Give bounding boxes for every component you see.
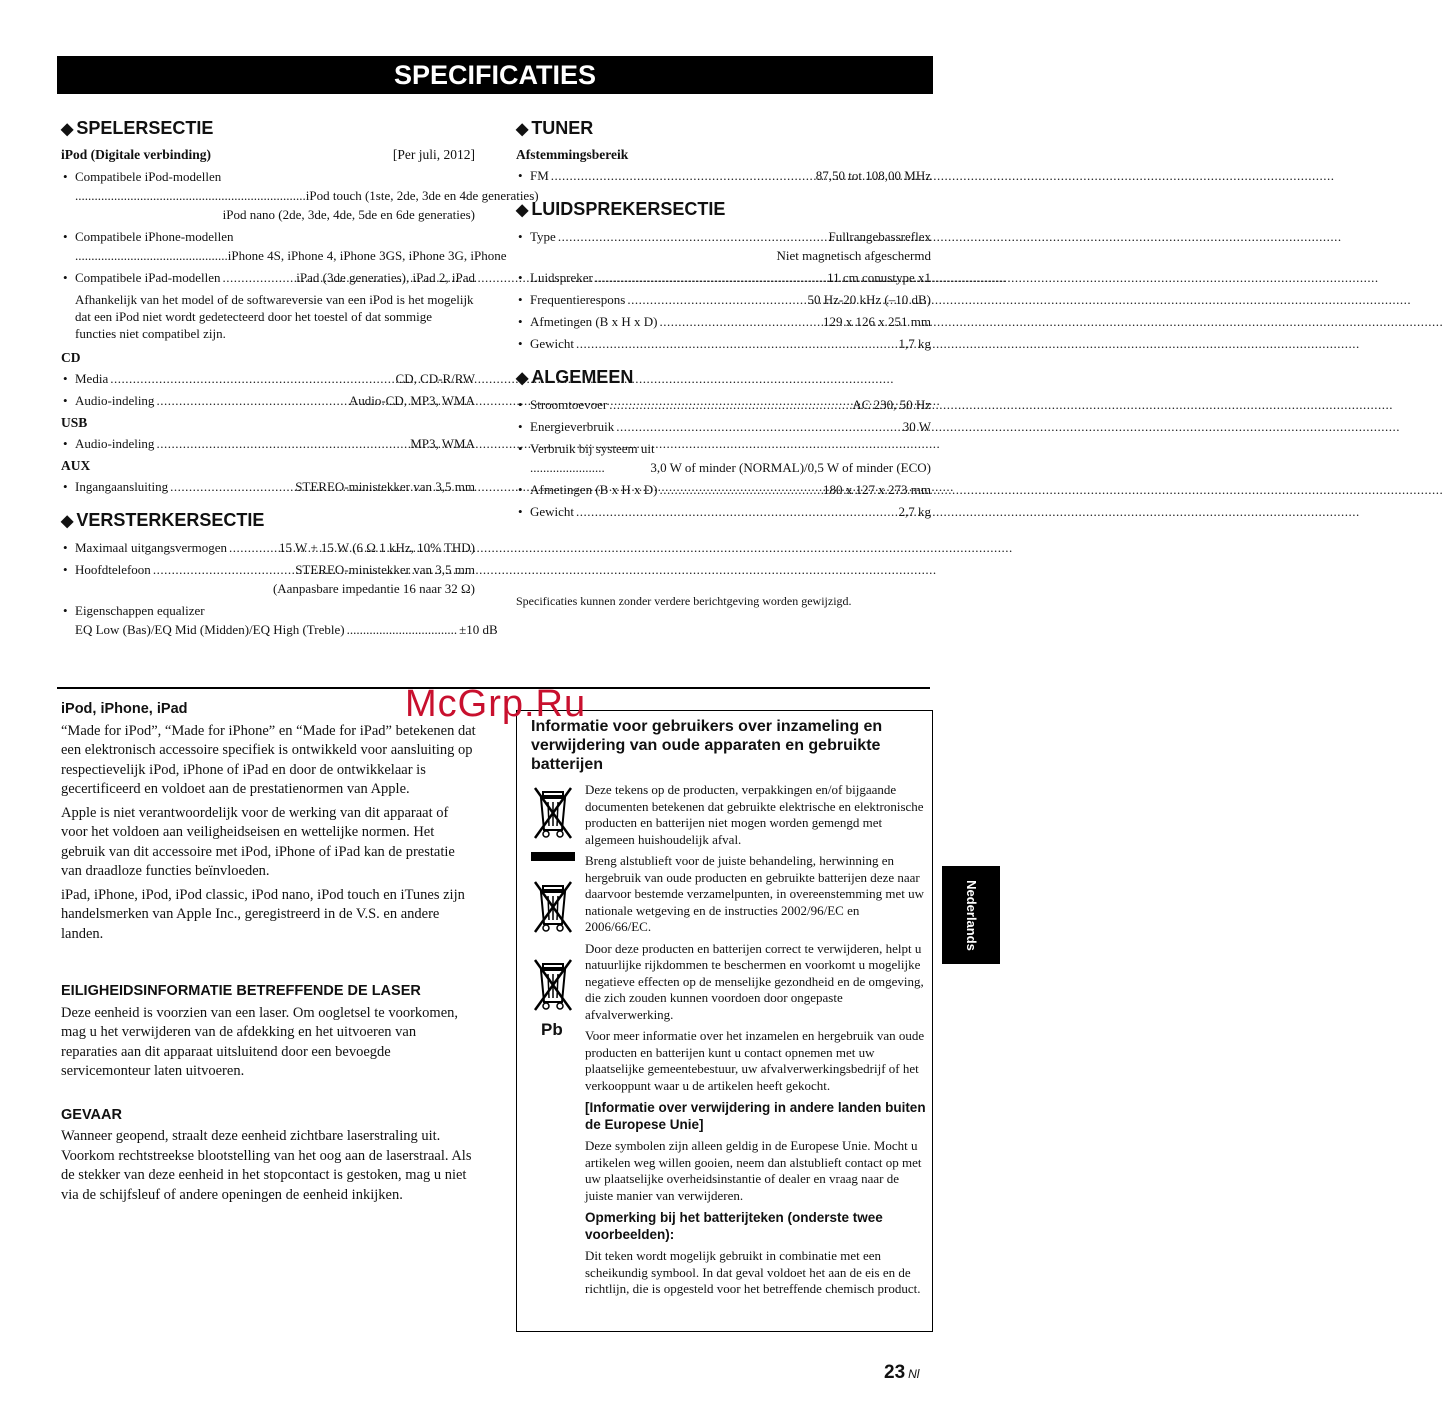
language-side-tab: Nederlands xyxy=(942,866,1000,964)
apple-paragraph: Apple is niet verantwoordelijk voor de werking van dit apparaat of voor het voldoen aan veiligheidseisen en wettelijke normen. Het gebruik van dit accessoire met iPod, iPhone of iPad kan de prestatie van draadloze functies beïnvloeden. xyxy=(61,804,455,879)
diamond-icon: ◆ xyxy=(516,369,529,387)
right-column: ◆ TUNER Afstemmingsbereik • FM ..... 87,50 tot 108,00 MHz ◆ LUIDSPREKERSECTIE • Type ..... Fullrangebassreflex Niet magnetisch afgeschermd • Luidspreker ..... 11 cm conustype x1 • Frequentierespons ..... 50 Hz-20 kHz (–10 dB) • Afmetingen (B x H x D) ..... 129 x 126 x 251 mm • Gewicht ..... 1,7 kg ◆ ALGEMEEN • Stroomtoevoer ..... AC 230, 50 Hz • Energieverbruik ..... 30 W • Verbruik bij systeem uit ....................... 3,0 W of minder (NORMAL)/0,5 W of minder (ECO) • Afmetingen (B x H x D) ..... 180 x 127 x 273 mm • Gewicht ..... 2,7 kg xyxy=(516,118,931,525)
spec-ipad-models: • Compatibele iPad-modellen ..... iPad (3de generaties), iPad 2, iPad xyxy=(61,269,475,286)
spec-headphones: • Hoofdtelefoon ..... STEREO-ministekker van 3,5 mm xyxy=(61,561,475,578)
laser-paragraph: Deze eenheid is voorzien van een laser. Om oogletsel te voorkomen, mag u het verwijderen van de afdekking en het uitvoeren van reparaties aan dit apparaat uitsluitend door een bevoegde servicemonteur laten uitvoeren. xyxy=(61,1004,459,1079)
diamond-icon: ◆ xyxy=(516,201,529,219)
spec-cd-audio: • Audio-indeling ..... Audio-CD, MP3, WMA xyxy=(61,392,475,409)
spec-driver: • Luidspreker ..... 11 cm conustype x1 xyxy=(516,269,931,286)
diamond-icon: ◆ xyxy=(61,120,74,138)
page-number: 23 Nl xyxy=(884,1362,920,1383)
spec-consumption: • Energieverbruik ..... 30 W xyxy=(516,418,931,435)
disposal-paragraph: Door deze producten en batterijen correct te verwijderen, helpt u natuurlijke rijkdommen te beschermen en voorkomt u mogelijke negatieve effecten op de menselijke gezondheid en de omgeving, die zich zouden kunnen voordoen door ongepaste afvalverwerking. xyxy=(585,940,924,1022)
disposal-paragraph: Deze symbolen zijn alleen geldig in de Europese Unie. Mocht u artikelen weg willen gooien, neem dan alstublieft contact op met uw plaatselijke overheidsinstantie of dealer en vraag naar de juiste manier van verwijderen. xyxy=(585,1138,922,1203)
spec-speaker-weight: • Gewicht ..... 1,7 kg xyxy=(516,335,931,352)
bar-icon xyxy=(531,850,575,862)
disposal-subheading: [Informatie over verwijdering in andere landen buiten de Europese Unie] xyxy=(585,1100,926,1132)
spec-unit-weight: • Gewicht ..... 2,7 kg xyxy=(516,503,931,520)
apple-paragraph: iPad, iPhone, iPod, iPod classic, iPod nano, iPod touch en iTunes zijn handelsmerken van Apple Inc., geregistreerd in de V.S. en andere landen. xyxy=(61,886,465,942)
spec-speaker-dims: • Afmetingen (B x H x D) ..... 129 x 126 x 251 mm xyxy=(516,313,931,330)
laser-heading: EILIGHEIDSINFORMATIE BETREFFENDE DE LASER xyxy=(61,983,421,999)
apple-paragraph: “Made for iPod”, “Made for iPhone” en “Made for iPad” betekenen dat een elektronisch accessoire specifiek is ontwikkeld voor aansluiting op respectievelijk iPod, iPhone of iPad en door de ontwikkelaar is gecertificeerd en voldoet aan de prestatienormen van Apple. xyxy=(61,722,476,797)
spec-amp-power: • Maximaal uitgangsvermogen ..... 15 W + 15 W (6 Ω 1 kHz, 10% THD) xyxy=(61,539,475,556)
watermark-logo: McGrp.Ru xyxy=(405,683,587,725)
spec-standby: • Verbruik bij systeem uit xyxy=(518,441,655,456)
diamond-icon: ◆ xyxy=(516,120,529,138)
spec-cd-media: • Media ..... CD, CD-R/RW xyxy=(61,370,475,387)
crossed-bin-icon xyxy=(531,784,575,844)
spec-footnote: Specificaties kunnen zonder verdere berichtgeving worden gewijzigd. xyxy=(516,594,852,608)
spec-iphone-models: • Compatibele iPhone-modellen xyxy=(63,229,234,244)
apple-heading: iPod, iPhone, iPad xyxy=(61,701,188,717)
page-title: SPECIFICATIES xyxy=(57,56,933,94)
speler-heading: ◆ SPELERSECTIE xyxy=(61,118,214,138)
spec-usb-audio: • Audio-indeling ..... MP3, WMA xyxy=(61,435,475,452)
spec-fm: • FM ..... 87,50 tot 108,00 MHz xyxy=(516,167,931,184)
spec-frequency: • Frequentierespons ..... 50 Hz-20 kHz (–10 dB) xyxy=(516,291,931,308)
spec-ipod-models: • Compatibele iPod-modellen xyxy=(63,169,222,184)
left-column: ◆ SPELERSECTIE iPod (Digitale verbinding) [Per juli, 2012] • Compatibele iPod-modellen ....................................................................... iPod touch (1ste, 2de, 3de en 4de generaties) iPod nano (2de, 3de, 4de, 5de en 6de generaties) • Compatibele iPhone-modellen ............................................... iPhone 4S, iPhone 4, iPhone 3GS, iPhone 3G, iPhone • Compatibele iPad-modellen ..... iPad (3de generaties), iPad 2, iPad Afhankelijk van het model of de softwareversie van een iPod is het mogelijk dat een iPod niet wordt gedetecteerd door het toestel of dat sommige functies niet compatibel zijn. CD • Media ..... CD, CD-R/RW • Audio-indeling ..... Audio-CD, MP3, WMA USB • Audio-indeling ..... MP3, WMA AUX • Ingangaansluiting ..... STEREO-ministekker van 3,5 mm ◆ VERSTERKERSECTIE • Maximaal uitgangsvermogen ..... 15 W + 15 W (6 Ω 1 kHz, 10% THD) • Hoofdtelefoon ..... STEREO-ministekker van 3,5 mm (Aanpasbare impedantie 16 naar 32 Ω) • Eigenschappen equalizer EQ Low (Bas)/EQ Mid (Midden)/EQ High (Treble) .................................. ±10 dB xyxy=(61,118,475,643)
disposal-paragraph: Breng alstublieft voor de juiste behandeling, herwinning en hergebruik van oude producten en gebruikte batterijen deze naar daarvoor bestemde verzamelpunten, in overeenstemming met uw nationale wetgeving en de instructies 2002/96/EC en 2006/66/EC. xyxy=(585,853,924,934)
spec-aux-input: • Ingangaansluiting ..... STEREO-ministekker van 3,5 mm xyxy=(61,478,475,495)
disposal-paragraph: Voor meer informatie over het inzamelen en hergebruik van oude producten en batterijen kunt u contact opnemen met uw plaatselijke gemeentebestuur, uw afvalverwerkingsbedrijf of het verkooppunt waar u de artikelen heeft gekocht. xyxy=(585,1028,925,1093)
disposal-info-box xyxy=(516,710,933,1332)
diamond-icon: ◆ xyxy=(61,512,74,530)
danger-paragraph: Wanneer geopend, straalt deze eenheid zichtbare laserstraling uit. Voorkom rechtstreekse blootstelling van het oog aan de laserstraal. Als de stekker van deze eenheid in het stopcontact is gestoken, mag u niet via de schijfsleuf of andere openingen de eenheid inkijken. xyxy=(61,1128,472,1203)
algemeen-heading: ◆ ALGEMEEN xyxy=(516,367,634,387)
spec-unit-dims: • Afmetingen (B x H x D) ..... 180 x 127 x 273 mm xyxy=(516,481,931,498)
luidspreker-heading: ◆ LUIDSPREKERSECTIE xyxy=(516,199,726,219)
tuner-heading: ◆ TUNER xyxy=(516,118,594,138)
spec-equalizer: • Eigenschappen equalizer xyxy=(63,603,205,618)
lower-left-column xyxy=(61,700,476,1209)
spec-type: • Type ..... Fullrangebassreflex xyxy=(516,228,931,245)
crossed-bin-icon xyxy=(531,956,575,1016)
spec-power-supply: • Stroomtoevoer ..... AC 230, 50 Hz xyxy=(516,396,931,413)
danger-heading: GEVAAR xyxy=(61,1106,122,1123)
versterker-heading: ◆ VERSTERKERSECTIE xyxy=(61,510,265,530)
ipod-note: Afhankelijk van het model of de softwareversie van een iPod is het mogelijk dat een iPod niet wordt gedetecteerd door het toestel of dat sommige functies niet compatibel zijn. xyxy=(75,292,474,341)
crossed-bin-icon xyxy=(531,878,575,938)
disposal-subheading: Opmerking bij het batterijteken (onderste twee voorbeelden): xyxy=(585,1210,883,1242)
disposal-paragraph: Deze tekens op de producten, verpakkingen en/of bijgaande documenten betekenen dat gebruikte elektrische en elektronische producten en batterijen niet mogen worden gemengd met algemeen huishoudelijk afval. xyxy=(585,782,924,847)
disposal-heading: Informatie voor gebruikers over inzameling en verwijdering van oude apparaten en gebruikte batterijen xyxy=(531,718,883,773)
pb-label: Pb xyxy=(541,1020,563,1039)
disposal-paragraph: Dit teken wordt mogelijk gebruikt in combinatie met een scheikundig symbool. In dat geval voldoet het aan de eis en de richtlijn, die is opgesteld voor het betreffende chemisch product. xyxy=(585,1248,921,1296)
ipod-subhead: iPod (Digitale verbinding) [Per juli, 2012] xyxy=(61,147,475,162)
